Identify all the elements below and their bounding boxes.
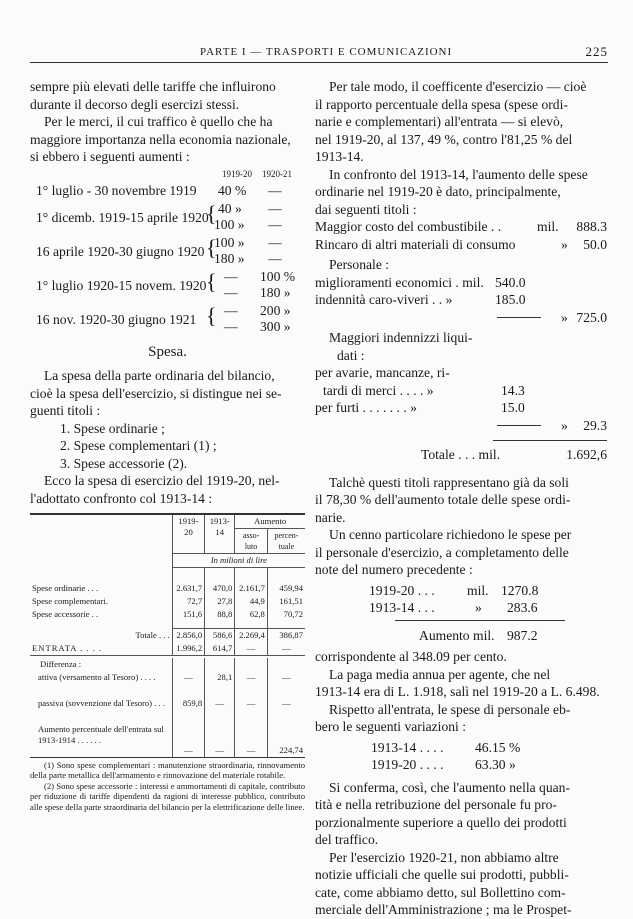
right-column <box>315 78 607 919</box>
increase-col-heads: 1919-20 1920-21 <box>222 168 292 179</box>
footnote: (1) Sono spese complementari : manutenzione straordinaria, rinnovamento della parte metallica dell'armamento e rinnovazione del materiale rotabile. <box>30 759 305 780</box>
staff-row: 1919-20 . . . mil. 1270.8 <box>369 582 539 598</box>
paragraph: Un cenno particolare richiedono le spese per il personale d'esercizio, a completamento delle note del numero precedente : <box>315 527 572 577</box>
table-row: passiva (sovvenzione dal Tesoro) . . . 859,8 — — — <box>30 697 305 723</box>
expense-list <box>30 420 305 473</box>
increase-row: 1° luglio - 30 novembre 1919 40 % — <box>36 182 282 198</box>
cost-row: Maggior costo del combustibile . . mil. 888.3 <box>315 219 607 234</box>
paragraph: La paga media annua per agente, che nel 1913-14 era di L. 1.918, salì nel 1919-20 a L. 6.498. <box>315 666 600 699</box>
total-row: Totale . . . mil. 1.692,6 <box>421 447 607 462</box>
footnote: (2) Sono spese accessorie : interessi e ammortamenti di capitale, contributo per riduzione di tariffe dipendenti da ragioni di interesse pubblico, contributo alle spese della parte straordinaria del bilancio per la elettrificazione delle linee. <box>30 780 305 812</box>
table-row-total: Totale . . . 2.856,0 586,6 2.269,4 386,87 <box>135 629 303 640</box>
staff-increase-row: Aumento mil. 987.2 <box>419 627 538 643</box>
increase-row: 16 nov. 1920-30 giugno 1921 { — 200 » — 300 » <box>36 302 291 334</box>
list-item: 2. Spese complementari (1) ; <box>60 438 217 453</box>
footnotes <box>30 760 305 813</box>
paragraph: In confronto del 1913-14, l'aumento delle spese ordinarie nel 1919-20 è dato, principalmente, dai seguenti titoli : <box>315 166 588 217</box>
paragraph: Per tale modo, il coefficente d'esercizio — cioè il rapporto percentuale della spesa (spese ordi- narie e complementari) all'entrata — si elevò, nel 1919-20, al 137, 49 %, contro l'81,25 % del 1913-14. <box>315 79 587 164</box>
paragraph: Rispetto all'entrata, le spese di personale eb- bero le seguenti variazioni : <box>315 701 571 734</box>
subtotal-row: » 725.0 <box>315 309 607 327</box>
table-row: Aumento percentuale dell'entrata sul 1913-1914 . . . . . . — — — 224,74 <box>30 723 305 757</box>
increase-row: 1° luglio 1920-15 novem. 1920 { — 100 % — 180 » <box>36 268 296 300</box>
list-item: 3. Spese accessorie (2). <box>60 455 188 471</box>
cost-row: Rincaro di altri materiali di consumo » 50.0 <box>315 236 607 252</box>
paragraph: La spesa della parte ordinaria del bilancio, cioè la spesa dell'esercizio, si distingue nei se- guenti titoli : <box>30 368 282 418</box>
variation-row: 1919-20 . . . . 63.30 » <box>371 757 516 772</box>
increase-table <box>30 178 305 338</box>
table-row: Spese accessorie . . 151,6 88,8 62,8 70,72 <box>32 608 303 619</box>
running-title: PARTE I — TRASPORTI E COMUNICAZIONI <box>200 46 453 58</box>
page-number: 225 <box>585 44 608 59</box>
table-row: ENTRATA . . . . 1.996,2 614,7 — — <box>30 642 305 656</box>
cost-row: Maggiori indennizzi liqui- <box>329 330 473 345</box>
paragraph: corrispondente al 348.09 per cento. <box>315 649 507 664</box>
table-row: attiva (versamento al Tesoro) . . . . — 28,1 — — <box>30 671 305 697</box>
cost-row: tardi di merci . . . . » 14.3 <box>323 382 525 398</box>
running-header <box>30 44 608 63</box>
list-item: 1. Spese ordinarie ; <box>60 420 165 436</box>
section-heading: Spesa. <box>148 343 187 360</box>
cost-row: dati : <box>337 347 365 363</box>
increase-row: 16 aprile 1920-30 giugno 1920 { 100 » — 180 » — <box>36 234 282 266</box>
cost-row: Personale : <box>329 257 390 272</box>
cost-row: per furti . . . . . . . » 15.0 <box>315 400 525 415</box>
cost-row: indennità caro-viveri . . » 185.0 <box>315 292 526 307</box>
staff-row: 1913-14 . . . » 283.6 <box>369 600 538 615</box>
left-column <box>30 78 305 812</box>
paragraph: Si conferma, così, che l'aumento nella quan- tità e nella retribuzione del personale fu pro- porzionalmente superiore a quello dei prodotti del traffico. <box>315 779 571 847</box>
variation-row: 1913-14 . . . . 46.15 % <box>371 739 521 755</box>
table-row: Differenza : <box>30 658 305 671</box>
paragraph: Per l'esercizio 1920-21, non abbiamo altre notizie ufficiali che quelle sui prodotti, pubbli- cate, come abbiamo detto, sul Bollettino com- merciale dell'Amministrazione ; ma le Prospet- <box>315 849 572 917</box>
paragraph: sempre più elevati delle tariffe che influirono durante il decorso degli esercizi stessi. <box>30 79 276 112</box>
cost-row: per avarie, mancanze, ri- <box>315 365 450 380</box>
expense-table: 1919-20 1913-14 Aumento asso-luto percen-tuale In milioni di lire Spese ordinarie . . . 2.631,7 470,0 2.161,7 459,94 Spese complementari. 72,7 27,8 44,9 161,51 Spese accessorie . . 151,6 88,8 62,8 70,72 Totale . . . 2.856,0 586,6 2.269,4 386,87 ENTRATA . . . . 1.996,2 614,7 — — Differenza : attiva (versamento al Tesoro) . . . . — 28,1 — — passiva (sovvenzione dal Tesoro) . . . 859,8 — — — Aumento percentuale dell'entrata sul 1913-1914 . . . . . . — — — 224,74 <box>30 513 305 758</box>
cost-row: miglioramenti economici . mil. 540.0 <box>315 274 526 290</box>
paragraph: Per le merci, il cui traffico è quello che ha maggiore importanza nella economia nazionale, si ebbero i seguenti aumenti : <box>30 114 291 164</box>
paragraph: Ecco la spesa di esercizio del 1919-20, nel- l'adottato confronto col 1913-14 : <box>30 473 280 506</box>
subtotal-row: » 29.3 <box>315 417 607 435</box>
table-row: Spese ordinarie . . . 2.631,7 470,0 2.161,7 459,94 <box>32 582 303 593</box>
table-row: Spese complementari. 72,7 27,8 44,9 161,51 <box>32 595 303 606</box>
paragraph: Talchè questi titoli rappresentano già da soli il 78,30 % dell'aumento totale delle spese ordi- narie. <box>315 474 571 525</box>
increase-row: 1° dicemb. 1919-15 aprile 1920 { 40 » — 100 » — <box>36 200 282 232</box>
